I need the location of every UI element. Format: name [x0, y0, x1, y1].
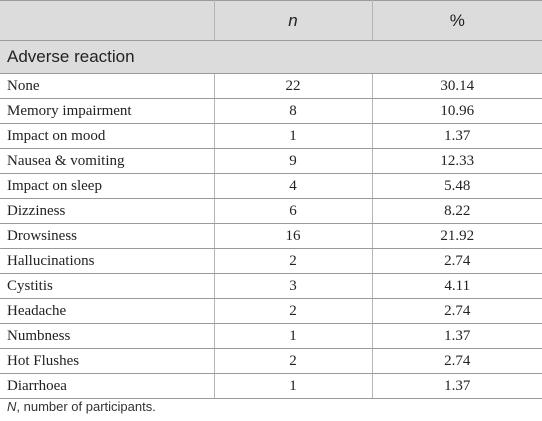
table-row	[0, 299, 542, 324]
row-percent-value: 1.37	[372, 374, 542, 399]
header-cell-n	[214, 1, 372, 41]
row-n-value: 9	[214, 149, 372, 174]
table-row	[0, 99, 542, 124]
row-label: Dizziness	[0, 199, 214, 224]
row-n-value: 2	[214, 249, 372, 274]
row-label: Headache	[0, 299, 214, 324]
row-n-value: 16	[214, 224, 372, 249]
row-n-value: 6	[214, 199, 372, 224]
row-percent-value: 30.14	[372, 74, 542, 99]
table-row	[0, 224, 542, 249]
row-label: Impact on mood	[0, 124, 214, 149]
table-row	[0, 349, 542, 374]
row-percent-value: 2.74	[372, 299, 542, 324]
row-n-value: 2	[214, 299, 372, 324]
row-label: Memory impairment	[0, 99, 214, 124]
row-n-value: 2	[214, 349, 372, 374]
table-body	[0, 41, 542, 399]
row-label: Impact on sleep	[0, 174, 214, 199]
section-title: Adverse reaction	[0, 41, 542, 74]
row-label: Numbness	[0, 324, 214, 349]
row-label: Cystitis	[0, 274, 214, 299]
row-percent-value: 8.22	[372, 199, 542, 224]
row-label: Nausea & vomiting	[0, 149, 214, 174]
row-n-value: 4	[214, 174, 372, 199]
row-percent-value: 4.11	[372, 274, 542, 299]
table-row	[0, 149, 542, 174]
header-cell-percent: %	[372, 1, 542, 41]
section-row	[0, 41, 542, 74]
table-row	[0, 249, 542, 274]
row-label: Hot Flushes	[0, 349, 214, 374]
row-percent-value: 1.37	[372, 324, 542, 349]
header-row	[0, 1, 542, 41]
row-percent-value: 21.92	[372, 224, 542, 249]
table-footnote	[7, 399, 156, 414]
row-n-value: 3	[214, 274, 372, 299]
row-percent-value: 10.96	[372, 99, 542, 124]
row-n-value: 8	[214, 99, 372, 124]
row-label: Diarrhoea	[0, 374, 214, 399]
row-n-value: 22	[214, 74, 372, 99]
table-header	[0, 1, 542, 41]
row-percent-value: 1.37	[372, 124, 542, 149]
row-label: Drowsiness	[0, 224, 214, 249]
footnote-symbol: N	[7, 399, 17, 414]
table-row	[0, 274, 542, 299]
table-row	[0, 324, 542, 349]
header-n-label: n	[288, 10, 298, 30]
row-percent-value: 5.48	[372, 174, 542, 199]
table-row	[0, 199, 542, 224]
row-percent-value: 12.33	[372, 149, 542, 174]
table-row	[0, 74, 542, 99]
table-row	[0, 374, 542, 399]
row-n-value: 1	[214, 124, 372, 149]
header-cell-label	[0, 1, 214, 41]
table-row	[0, 174, 542, 199]
row-percent-value: 2.74	[372, 249, 542, 274]
table-row	[0, 124, 542, 149]
row-percent-value: 2.74	[372, 349, 542, 374]
row-label: None	[0, 74, 214, 99]
row-n-value: 1	[214, 374, 372, 399]
row-label: Hallucinations	[0, 249, 214, 274]
row-n-value: 1	[214, 324, 372, 349]
footnote-text: , number of participants.	[16, 399, 156, 414]
